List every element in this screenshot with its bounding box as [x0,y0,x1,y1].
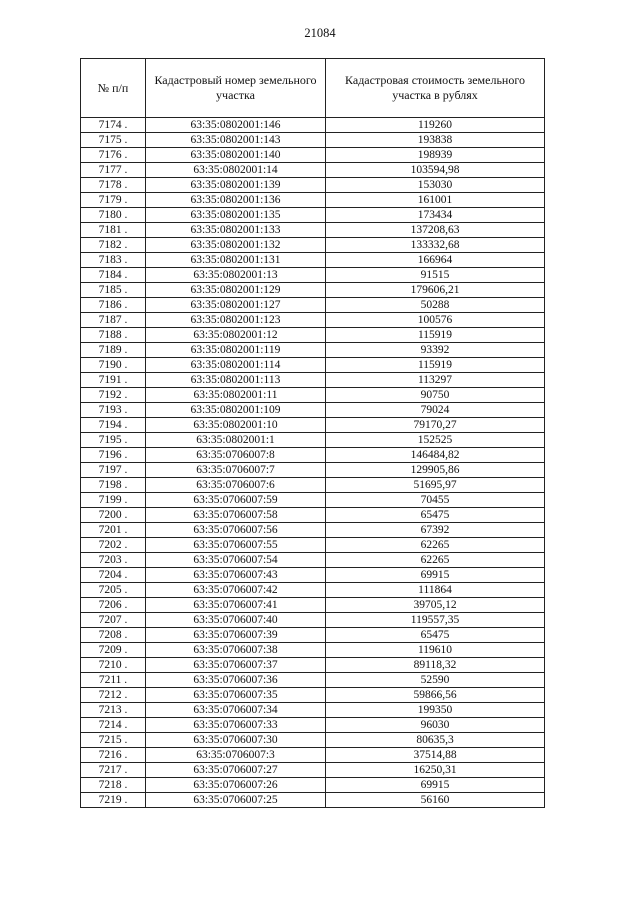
cadastral-value-cell: 161001 [326,193,545,208]
row-number-cell: 7205 . [81,583,146,598]
row-number-cell: 7198 . [81,478,146,493]
cadastral-number-cell: 63:35:0802001:11 [146,388,326,403]
cadastral-number-cell: 63:35:0802001:131 [146,253,326,268]
cadastral-number-cell: 63:35:0802001:1 [146,433,326,448]
cadastral-number-cell: 63:35:0802001:146 [146,118,326,133]
table-row [81,628,545,643]
cadastral-number-cell: 63:35:0706007:54 [146,553,326,568]
table-row [81,343,545,358]
table-row [81,748,545,763]
table-row [81,313,545,328]
cadastral-number-cell: 63:35:0706007:36 [146,673,326,688]
cadastral-value-cell: 119610 [326,643,545,658]
cadastral-value-cell: 67392 [326,523,545,538]
cadastral-number-cell: 63:35:0706007:39 [146,628,326,643]
row-number-cell: 7177 . [81,163,146,178]
row-number-cell: 7175 . [81,133,146,148]
cadastral-value-cell: 90750 [326,388,545,403]
cadastral-number-cell: 63:35:0706007:30 [146,733,326,748]
row-number-cell: 7181 . [81,223,146,238]
cadastral-value-cell: 113297 [326,373,545,388]
table-row [81,733,545,748]
cadastral-number-cell: 63:35:0706007:42 [146,583,326,598]
row-number-cell: 7195 . [81,433,146,448]
table-row [81,463,545,478]
cadastral-number-cell: 63:35:0802001:136 [146,193,326,208]
cadastral-value-cell: 93392 [326,343,545,358]
cadastral-value-cell: 65475 [326,508,545,523]
cadastral-value-cell: 39705,12 [326,598,545,613]
cadastral-value-cell: 111864 [326,583,545,598]
cadastral-value-cell: 69915 [326,778,545,793]
row-number-cell: 7210 . [81,658,146,673]
cadastral-number-cell: 63:35:0802001:127 [146,298,326,313]
table-row [81,118,545,133]
row-number-cell: 7193 . [81,403,146,418]
table-row [81,178,545,193]
cadastral-number-cell: 63:35:0706007:8 [146,448,326,463]
table-row [81,208,545,223]
table-row [81,193,545,208]
cadastral-table [80,58,545,808]
cadastral-value-cell: 146484,82 [326,448,545,463]
row-number-cell: 7178 . [81,178,146,193]
cadastral-value-cell: 91515 [326,268,545,283]
table-row [81,133,545,148]
cadastral-value-cell: 52590 [326,673,545,688]
cadastral-value-cell: 152525 [326,433,545,448]
row-number-cell: 7214 . [81,718,146,733]
cadastral-number-cell: 63:35:0706007:40 [146,613,326,628]
row-number-cell: 7183 . [81,253,146,268]
cadastral-value-cell: 50288 [326,298,545,313]
cadastral-value-cell: 198939 [326,148,545,163]
cadastral-number-cell: 63:35:0706007:25 [146,793,326,808]
table-row [81,583,545,598]
table-row [81,763,545,778]
row-number-cell: 7189 . [81,343,146,358]
row-number-cell: 7201 . [81,523,146,538]
table-row [81,418,545,433]
cadastral-value-cell: 16250,31 [326,763,545,778]
table-header-row [81,59,545,118]
cadastral-value-cell: 51695,97 [326,478,545,493]
table-row [81,223,545,238]
row-number-cell: 7202 . [81,538,146,553]
table-row [81,523,545,538]
cadastral-number-cell: 63:35:0706007:3 [146,748,326,763]
table-row [81,253,545,268]
cadastral-number-cell: 63:35:0802001:12 [146,328,326,343]
row-number-cell: 7197 . [81,463,146,478]
table-row [81,388,545,403]
cadastral-number-cell: 63:35:0706007:41 [146,598,326,613]
row-number-cell: 7209 . [81,643,146,658]
page-number: 21084 [304,26,336,40]
cadastral-number-cell: 63:35:0802001:114 [146,358,326,373]
cadastral-value-cell: 79024 [326,403,545,418]
row-number-cell: 7215 . [81,733,146,748]
cadastral-value-cell: 79170,27 [326,418,545,433]
cadastral-value-cell: 100576 [326,313,545,328]
cadastral-number-cell: 63:35:0706007:59 [146,493,326,508]
table-row [81,703,545,718]
row-number-cell: 7208 . [81,628,146,643]
row-number-cell: 7184 . [81,268,146,283]
cadastral-value-cell: 115919 [326,358,545,373]
row-number-cell: 7219 . [81,793,146,808]
row-number-cell: 7187 . [81,313,146,328]
table-row [81,598,545,613]
cadastral-value-cell: 153030 [326,178,545,193]
row-number-cell: 7199 . [81,493,146,508]
table-row [81,358,545,373]
table-row [81,718,545,733]
cadastral-value-cell: 59866,56 [326,688,545,703]
table-row [81,163,545,178]
cadastral-number-cell: 63:35:0706007:37 [146,658,326,673]
row-number-cell: 7213 . [81,703,146,718]
row-number-cell: 7206 . [81,598,146,613]
cadastral-number-cell: 63:35:0802001:10 [146,418,326,433]
row-number-cell: 7211 . [81,673,146,688]
row-number-cell: 7188 . [81,328,146,343]
table-row [81,658,545,673]
cadastral-number-cell: 63:35:0706007:55 [146,538,326,553]
table-row [81,553,545,568]
row-number-cell: 7218 . [81,778,146,793]
row-number-cell: 7196 . [81,448,146,463]
table-row [81,538,545,553]
cadastral-value-cell: 137208,63 [326,223,545,238]
cadastral-value-cell: 199350 [326,703,545,718]
table-row [81,403,545,418]
row-number-cell: 7186 . [81,298,146,313]
cadastral-value-cell: 62265 [326,553,545,568]
cadastral-value-cell: 115919 [326,328,545,343]
table-row [81,373,545,388]
cadastral-value-cell: 56160 [326,793,545,808]
row-number-cell: 7180 . [81,208,146,223]
table-row [81,478,545,493]
table-row [81,793,545,808]
cadastral-number-cell: 63:35:0706007:56 [146,523,326,538]
cadastral-number-cell: 63:35:0802001:140 [146,148,326,163]
cadastral-value-cell: 179606,21 [326,283,545,298]
cadastral-number-cell: 63:35:0802001:139 [146,178,326,193]
cadastral-value-cell: 70455 [326,493,545,508]
table-row [81,613,545,628]
cadastral-value-cell: 69915 [326,568,545,583]
cadastral-number-cell: 63:35:0706007:27 [146,763,326,778]
cadastral-number-cell: 63:35:0802001:14 [146,163,326,178]
header-num: № п/п [81,59,146,118]
cadastral-value-cell: 119260 [326,118,545,133]
cadastral-number-cell: 63:35:0706007:38 [146,643,326,658]
cadastral-value-cell: 103594,98 [326,163,545,178]
cadastral-value-cell: 65475 [326,628,545,643]
row-number-cell: 7204 . [81,568,146,583]
cadastral-number-cell: 63:35:0802001:132 [146,238,326,253]
row-number-cell: 7176 . [81,148,146,163]
cadastral-value-cell: 89118,32 [326,658,545,673]
cadastral-number-cell: 63:35:0706007:58 [146,508,326,523]
table-body [81,118,545,808]
table-row [81,568,545,583]
cadastral-number-cell: 63:35:0802001:113 [146,373,326,388]
row-number-cell: 7194 . [81,418,146,433]
table-row [81,268,545,283]
cadastral-number-cell: 63:35:0802001:129 [146,283,326,298]
cadastral-value-cell: 193838 [326,133,545,148]
cadastral-value-cell: 129905,86 [326,463,545,478]
row-number-cell: 7192 . [81,388,146,403]
table-row [81,433,545,448]
row-number-cell: 7174 . [81,118,146,133]
table-row [81,283,545,298]
cadastral-number-cell: 63:35:0802001:13 [146,268,326,283]
cadastral-value-cell: 119557,35 [326,613,545,628]
cadastral-number-cell: 63:35:0802001:143 [146,133,326,148]
cadastral-number-cell: 63:35:0706007:35 [146,688,326,703]
row-number-cell: 7216 . [81,748,146,763]
table-row [81,448,545,463]
row-number-cell: 7190 . [81,358,146,373]
cadastral-value-cell: 133332,68 [326,238,545,253]
table-row [81,688,545,703]
cadastral-value-cell: 80635,3 [326,733,545,748]
row-number-cell: 7207 . [81,613,146,628]
row-number-cell: 7191 . [81,373,146,388]
table-row [81,508,545,523]
table-row [81,328,545,343]
table-row [81,778,545,793]
table-row [81,643,545,658]
cadastral-number-cell: 63:35:0802001:119 [146,343,326,358]
cadastral-value-cell: 173434 [326,208,545,223]
table-row [81,493,545,508]
cadastral-number-cell: 63:35:0802001:135 [146,208,326,223]
cadastral-value-cell: 62265 [326,538,545,553]
row-number-cell: 7200 . [81,508,146,523]
cadastral-number-cell: 63:35:0802001:123 [146,313,326,328]
cadastral-number-cell: 63:35:0706007:26 [146,778,326,793]
cadastral-number-cell: 63:35:0706007:6 [146,478,326,493]
row-number-cell: 7217 . [81,763,146,778]
cadastral-value-cell: 166964 [326,253,545,268]
cadastral-number-cell: 63:35:0802001:109 [146,403,326,418]
table-row [81,148,545,163]
cadastral-number-cell: 63:35:0706007:34 [146,703,326,718]
row-number-cell: 7182 . [81,238,146,253]
cadastral-number-cell: 63:35:0706007:33 [146,718,326,733]
cadastral-value-cell: 37514,88 [326,748,545,763]
table-row [81,673,545,688]
row-number-cell: 7203 . [81,553,146,568]
row-number-cell: 7185 . [81,283,146,298]
cadastral-number-cell: 63:35:0706007:43 [146,568,326,583]
table-row [81,238,545,253]
row-number-cell: 7179 . [81,193,146,208]
row-number-cell: 7212 . [81,688,146,703]
cadastral-number-cell: 63:35:0802001:133 [146,223,326,238]
table-row [81,298,545,313]
cadastral-value-cell: 96030 [326,718,545,733]
cadastral-number-cell: 63:35:0706007:7 [146,463,326,478]
header-cadastral-number: Кадастровый номер земельного участка [146,59,326,118]
header-value: Кадастровая стоимость земельного участка в рублях [326,59,545,118]
